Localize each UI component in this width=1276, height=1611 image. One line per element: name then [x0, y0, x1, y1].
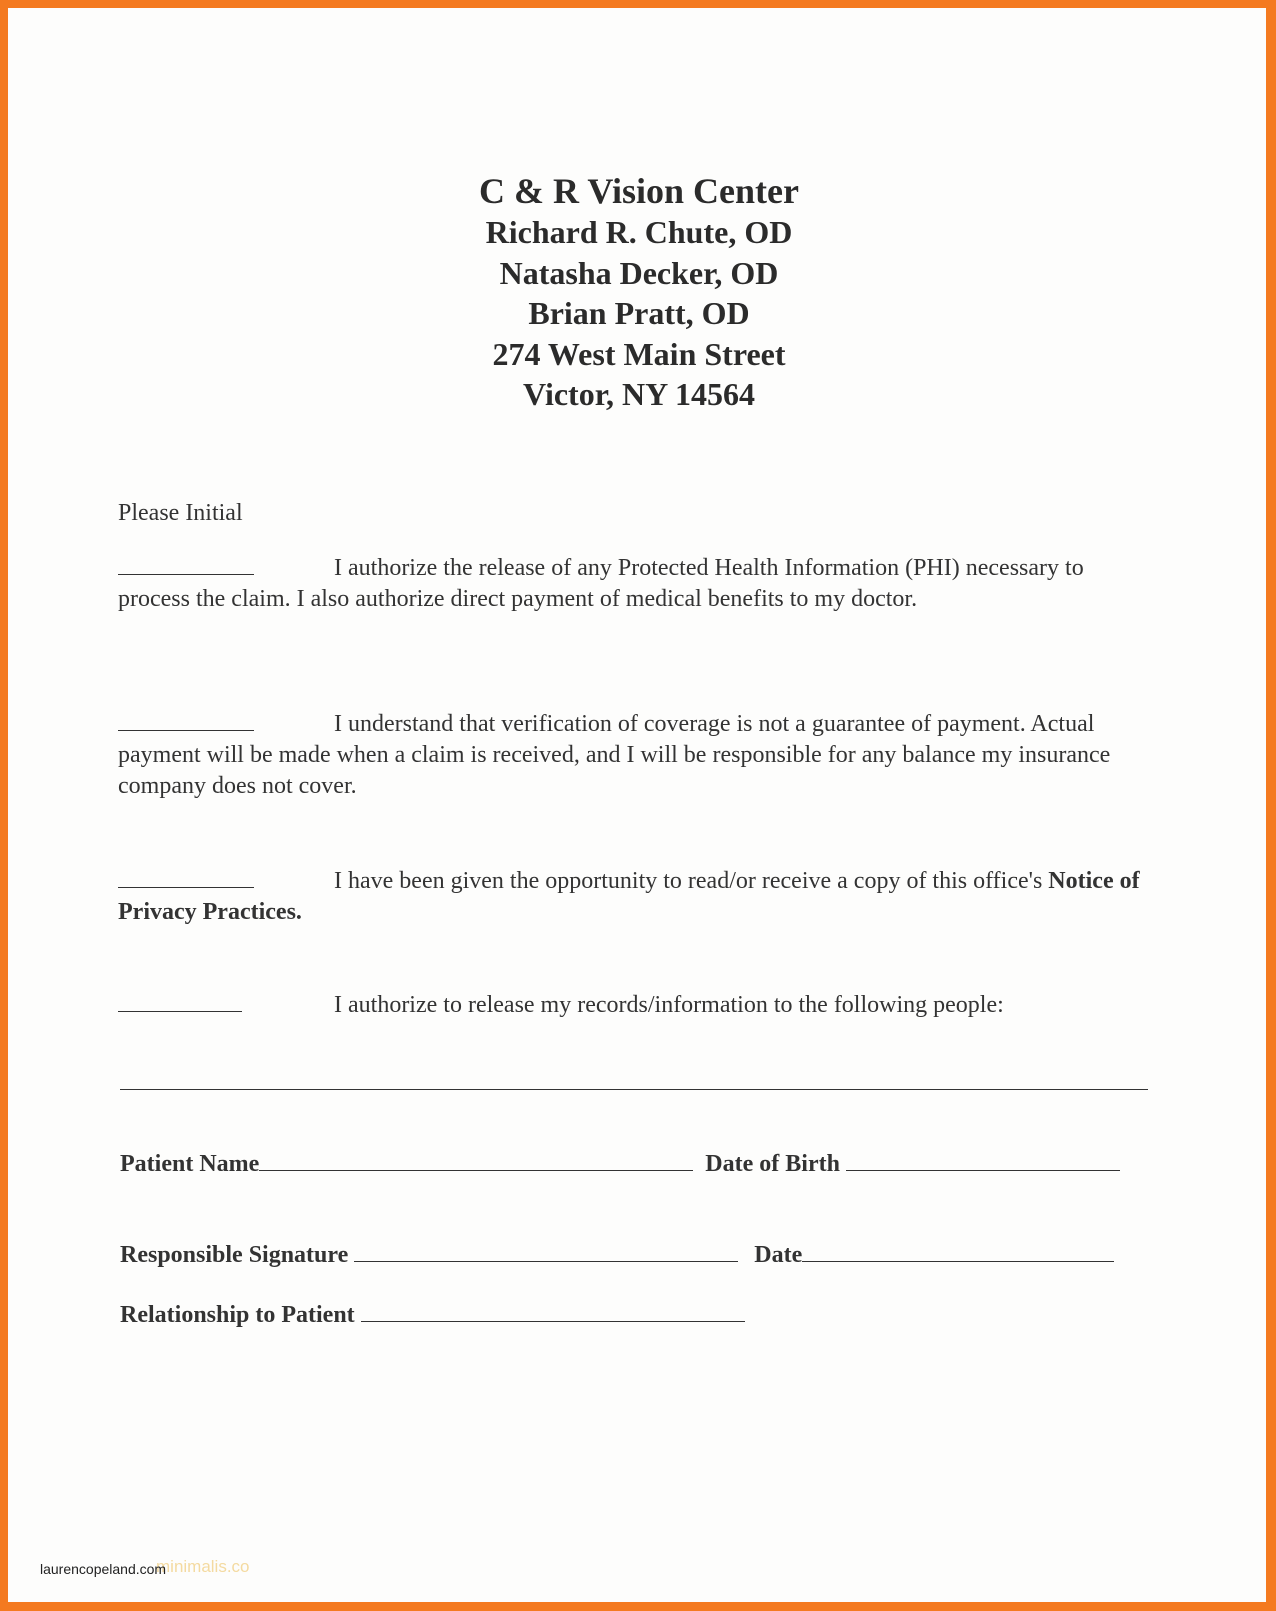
- authorization-item: [118, 866, 1158, 928]
- item-lead: I authorize the release of any Protected Health Information (PHI): [334, 555, 960, 581]
- patient-name-line[interactable]: [259, 1150, 693, 1171]
- practice-name: C & R Vision Center: [479, 171, 799, 211]
- signature-line[interactable]: [354, 1241, 738, 1262]
- city-address: Victor, NY 14564: [523, 376, 755, 412]
- item-lead: I authorize to release my records/information to the following people:: [334, 992, 1004, 1018]
- relationship-line[interactable]: [361, 1301, 745, 1322]
- form-page: [8, 8, 1266, 1602]
- initial-blank[interactable]: [118, 710, 254, 731]
- responsible-signature-label: Responsible Signature: [120, 1242, 349, 1268]
- patient-row: [120, 1150, 1120, 1178]
- date-line[interactable]: [802, 1241, 1114, 1262]
- release-people-line[interactable]: [120, 1089, 1148, 1090]
- privacy-notice-title: Notice of Privacy Practices.: [118, 868, 1140, 925]
- relationship-label: Relationship to Patient: [120, 1302, 355, 1328]
- item-rest: Actual payment will be made when a claim is received, and I will be responsible for any balance my insurance company does not cover.: [118, 711, 1111, 799]
- site-watermark: laurencopeland.com: [40, 1561, 167, 1577]
- doctor-name: Richard R. Chute, OD: [485, 214, 793, 250]
- please-initial-label: Please Initial: [118, 500, 243, 526]
- doctor-name: Brian Pratt, OD: [528, 295, 750, 331]
- item-rest-prefix: office's: [973, 868, 1049, 894]
- initial-blank[interactable]: [118, 991, 242, 1012]
- authorization-item: [118, 990, 1158, 1021]
- street-address: 274 West Main Street: [492, 335, 786, 372]
- doctor-name: Natasha Decker, OD: [499, 254, 779, 291]
- item-rest: necessary to process the claim. I also authorize direct payment of medical benefits to my doctor.: [118, 555, 1084, 612]
- date-of-birth-line[interactable]: [846, 1150, 1120, 1171]
- item-lead: I have been given the opportunity to read/or receive a copy of this: [334, 868, 968, 894]
- date-label: Date: [754, 1242, 803, 1268]
- authorization-item: [118, 553, 1158, 615]
- letterhead: [8, 170, 1270, 415]
- initial-blank[interactable]: [118, 867, 254, 888]
- date-of-birth-label: Date of Birth: [705, 1151, 840, 1177]
- relationship-row: [120, 1301, 745, 1329]
- initial-blank[interactable]: [118, 554, 254, 575]
- faint-watermark: minimalis.co: [156, 1557, 250, 1576]
- item-lead: I understand that verification of coverage is not a guarantee of payment.: [334, 711, 1026, 737]
- patient-name-label: Patient Name: [120, 1151, 260, 1177]
- signature-row: [120, 1241, 1114, 1269]
- authorization-item: [118, 709, 1158, 802]
